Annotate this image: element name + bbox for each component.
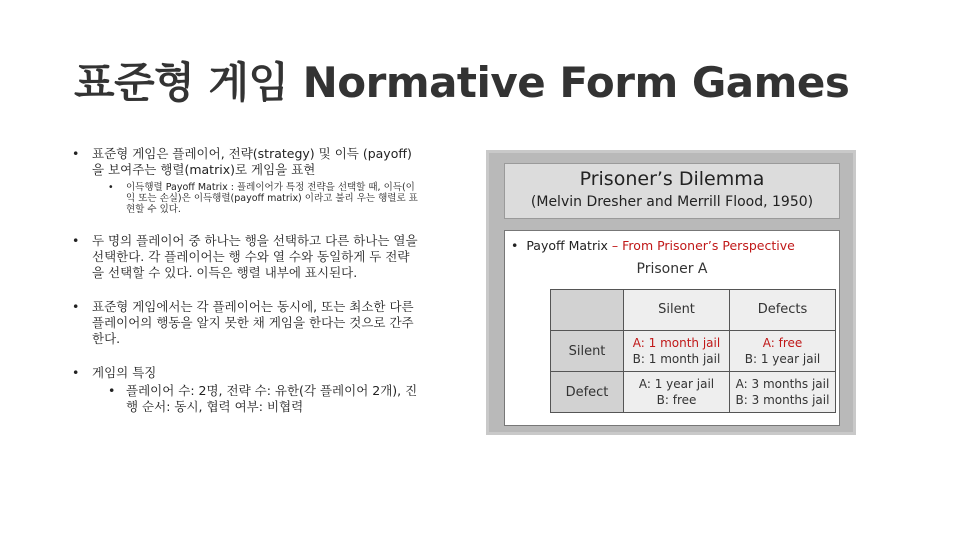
- bullet-text: 표준형 게임은 플레이어, 전략(strategy) 및 이득 (payoff)을 보여주는 행렬(matrix)로 게임을 표현: [92, 146, 412, 177]
- panel-bullet: •: [511, 238, 519, 253]
- table-row: [551, 372, 836, 413]
- bullet-text: 두 명의 플레이어 중 하나는 행을 선택하고 다른 하나는 열을 선택한다. 각 플레이어는 행 수와 열 수와 동일하게 두 전략을 선택할 수 있다. 이득은 행렬 내부에 표시된다.: [92, 233, 418, 280]
- payoff-b: B: 1 year jail: [744, 352, 821, 366]
- table-corner: [551, 290, 624, 331]
- matrix-cell: [624, 331, 730, 372]
- matrix-cell: [730, 372, 836, 413]
- column-header-silent: Silent: [624, 290, 730, 331]
- bullet-item: [70, 299, 420, 347]
- figure-title: Prisoner’s Dilemma: [579, 168, 765, 190]
- payoff-matrix-heading: [511, 238, 795, 253]
- payoff-b: B: 3 months jail: [735, 393, 830, 407]
- bullet-text: 표준형 게임에서는 각 플레이어는 동시에, 또는 최소한 다른 플레이어의 행동을 알지 못한 채 게임을 한다는 것으로 간주한다.: [92, 299, 414, 346]
- payoff-b: B: 1 month jail: [632, 352, 721, 366]
- row-header-silent: Silent: [551, 331, 624, 372]
- bullet-item: [70, 233, 420, 281]
- payoff-a: A: 1 year jail: [638, 377, 715, 391]
- page-title: 표준형 게임 Normative Form Games: [74, 58, 850, 107]
- bullet-list: [70, 146, 420, 433]
- bullet-text: 게임의 특징: [92, 365, 157, 380]
- bullet-item: [70, 146, 420, 215]
- matrix-cell: [624, 372, 730, 413]
- payoff-b: B: free: [656, 393, 697, 407]
- matrix-cell: [730, 331, 836, 372]
- payoff-panel: [504, 230, 840, 426]
- perspective-label: – From Prisoner’s Perspective: [607, 238, 795, 253]
- table-header-row: [551, 290, 836, 331]
- figure-subtitle: (Melvin Dresher and Merrill Flood, 1950): [530, 194, 814, 210]
- payoff-matrix-label: Payoff Matrix: [526, 238, 608, 253]
- figure-header: [504, 163, 840, 219]
- sub-bullet-item: • 플레이어 수: 2명, 전략 수: 유한(각 플레이어 2개), 진행 순서: 동시, 협력 여부: 비협력: [92, 383, 420, 415]
- column-header-defects: Defects: [730, 290, 836, 331]
- payoff-a: A: free: [762, 336, 803, 350]
- table-row: [551, 331, 836, 372]
- sub-bullet-item: • 이득행렬 Payoff Matrix : 플레이어가 특정 전략을 선택할 때, 이득(이익 또는 손실)은 이득행렬(payoff matrix) 이라고 불리 우는 행렬로 표현할 수 있다.: [92, 182, 420, 215]
- payoff-a: A: 3 months jail: [735, 377, 830, 391]
- prisoners-dilemma-figure: [486, 150, 856, 435]
- payoff-matrix-table: [550, 289, 836, 413]
- row-header-defect: Defect: [551, 372, 624, 413]
- bullet-item: [70, 365, 420, 415]
- prisoner-a-label: Prisoner A: [636, 261, 708, 277]
- payoff-a: A: 1 month jail: [632, 336, 721, 350]
